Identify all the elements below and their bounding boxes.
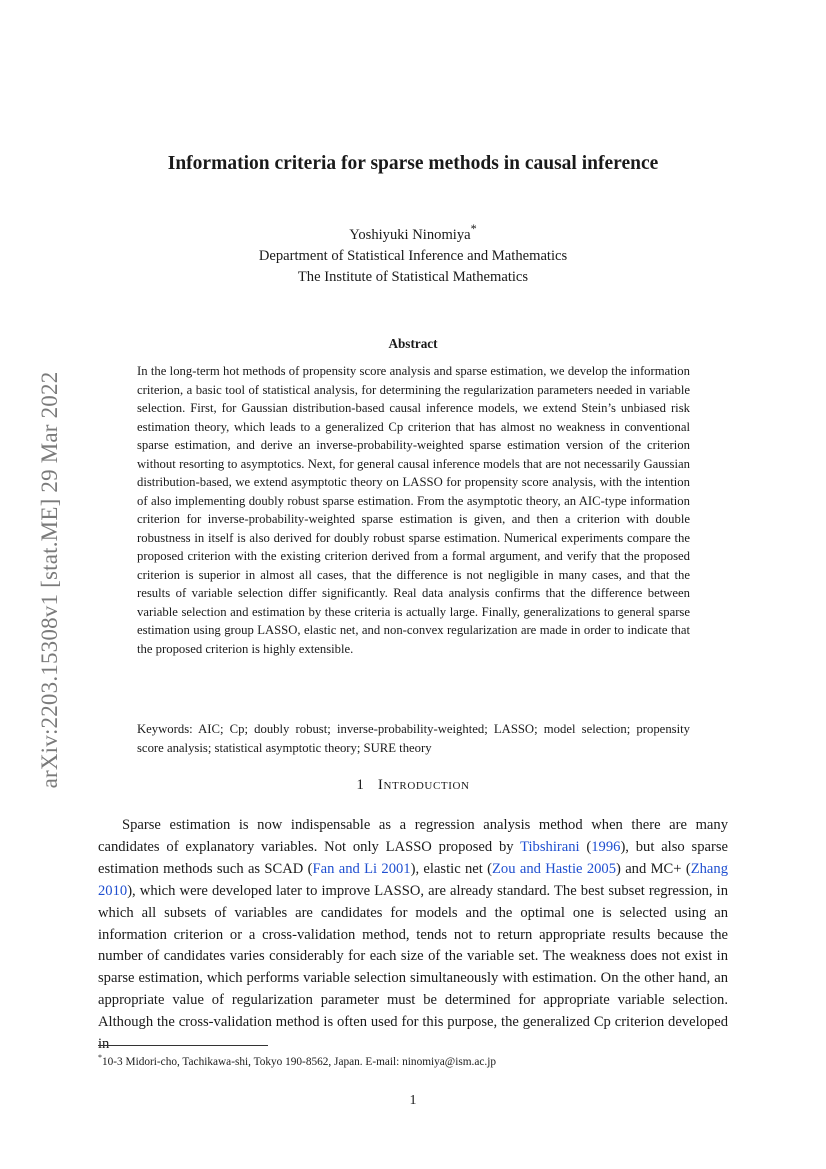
author-institute: The Institute of Statistical Mathematics <box>297 268 529 285</box>
author-name-line <box>0 219 826 246</box>
intro-text: Sparse estimation is now indispensable as a regression analysis method when there are many candidates of explanatory variables. Not only LASSO proposed by <box>98 817 728 855</box>
author-department: Department of Statistical Inference and Mathematics <box>258 247 568 264</box>
section-number: 1 <box>356 777 364 793</box>
intro-text: ) and MC+ ( <box>616 860 691 877</box>
citation-link[interactable]: Tibshirani <box>520 838 580 855</box>
intro-text: ), but also sparse estimation methods such as SCAD ( <box>98 838 728 877</box>
citation-link[interactable]: Zhang 2010 <box>98 860 728 899</box>
author-name: Yoshiyuki Ninomiya <box>349 226 471 243</box>
arxiv-identifier: arXiv:2203.15308v1 [stat.ME] 29 Mar 2022 <box>37 371 62 789</box>
section-heading <box>0 777 826 794</box>
footnote-rule <box>98 1045 268 1046</box>
footnote <box>98 1050 496 1070</box>
intro-text: ), which were developed later to improve LASSO, are already standard. The best subset regression, in which all subsets of variables are candidates for models and the optimal one is selected using an information criterion or a cross-validation method, tends not to return appropriate results because the number of candidates varies considerably for each size of the variable set. The weakness does not exist in sparse estimation, which performs variable selection simultaneously with estimation. On the other hand, an appropriate value of regularization parameter must be determined for appropriate variable selection. Although the cross-validation method is often used for this purpose, the generalized Cp criterion developed in <box>98 882 728 1053</box>
author-block <box>0 219 826 288</box>
author-footnote-mark: * <box>470 222 477 236</box>
citation-link[interactable]: Zou and Hastie 2005 <box>492 860 617 877</box>
keywords: Keywords: AIC; Cp; doubly robust; inverse-probability-weighted; LASSO; model selection; propensity score analysis; statistical asymptotic theory; SURE theory <box>137 722 690 755</box>
introduction-paragraph <box>98 815 728 1056</box>
page-number: 1 <box>409 1093 417 1108</box>
section-title: Introduction <box>377 777 470 793</box>
footnote-mark: * <box>98 1053 102 1062</box>
abstract-text: In the long-term hot methods of propensity score analysis and sparse estimation, we develop the information criterion, a basic tool of statistical analysis, for determining the regularization parameters needed in variable selection. First, for Gaussian distribution-based causal inference models, we extend Stein’s unbiased risk estimation theory, which leads to a generalized Cp criterion that has almost no weakness in conventional sparse estimation, and derive an inverse-probability-weighted sparse estimation version of the criterion without resorting to asymptotics. Next, for general causal inference models that are not necessarily Gaussian distribution-based, we extend asymptotic theory on LASSO for propensity score analysis, with the intention of also implementing doubly robust sparse estimation. From the asymptotic theory, an AIC-type information criterion for inverse-probability-weighted sparse estimation is given, and then a criterion with double robustness in itself is also derived for doubly robust sparse estimation. Numerical experiments compare the proposed criterion with the existing criterion derived from a formal argument, and verify that the proposed criterion is superior in almost all cases, that the difference is not negligible in many cases, and that the results of variable selection differ significantly. Real data analysis confirms that the difference between variable selection and estimation by these criteria is actually large. Finally, generalizations to general sparse estimation using group LASSO, elastic net, and non-convex regularization are made in order to indicate that the proposed criterion is highly extensible. <box>137 364 690 656</box>
paper-title: Information criteria for sparse methods in causal inference <box>167 153 659 174</box>
citation-link[interactable]: 1996 <box>591 838 621 855</box>
intro-text: ), elastic net ( <box>410 860 493 877</box>
citation-link[interactable]: Fan and Li 2001 <box>312 860 411 877</box>
intro-text: ( <box>579 838 592 855</box>
footnote-text: 10-3 Midori-cho, Tachikawa-shi, Tokyo 190-8562, Japan. E-mail: ninomiya@ism.ac.jp <box>102 1055 496 1068</box>
abstract-heading: Abstract <box>388 336 438 351</box>
